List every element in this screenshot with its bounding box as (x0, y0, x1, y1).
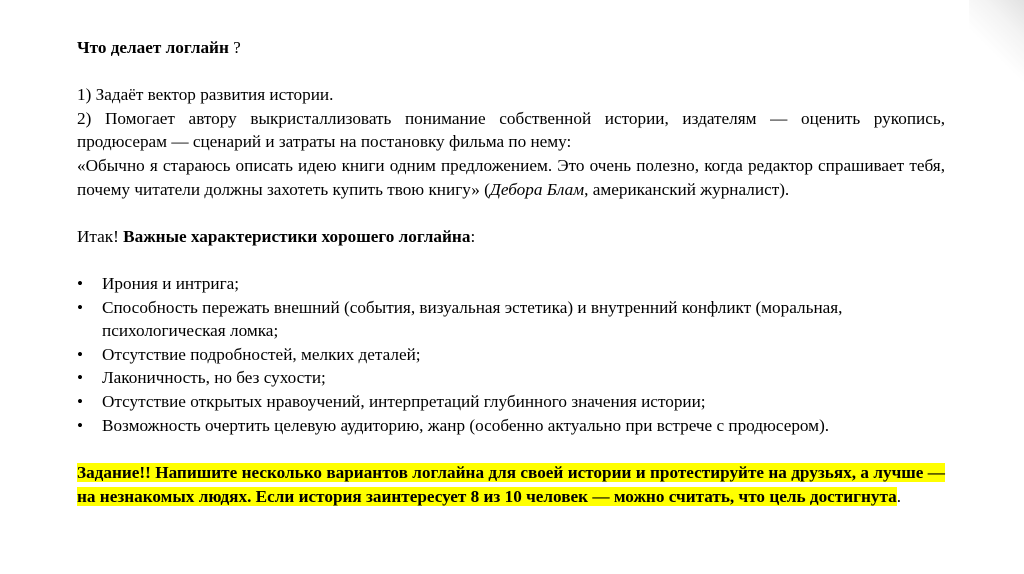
slide-heading (77, 36, 945, 60)
task-highlighted-text: Задание!! Напишите несколько вариантов логлайна для своей истории и протестируйте на друзьях, а лучше — на незнакомых людях. Если история заинтересует 8 из 10 человек — можно считать, что цель достигнута (77, 462, 945, 507)
bullet-marker: • (77, 415, 84, 435)
slide-content (77, 36, 945, 510)
list-item (77, 390, 945, 414)
quote-tail: , американский журналист). (584, 179, 790, 199)
spacer (77, 60, 945, 84)
quote-author: Дебора Блам (489, 179, 585, 199)
quote-text: «Обычно я стараюсь описать идею книги одним предложением. Это очень полезно, когда редактор спрашивает тебя, почему читатели должны захотеть купить твою книгу» ( (77, 155, 945, 199)
page-corner-shadow (969, 0, 1024, 120)
list-item (77, 366, 945, 390)
point-1: 1) Задаёт вектор развития истории. (77, 85, 334, 105)
point-2: 2) Помогает автору выкристаллизовать понимание собственной истории, издателям — оценить рукопись, продюсерам — сценарий и затраты на постановку фильма по нему: (77, 108, 945, 152)
bullet-marker: • (77, 273, 84, 293)
intro-bold: Важные характеристики хорошего логлайна (123, 226, 471, 246)
task-end: . (896, 487, 901, 507)
task-paragraph (77, 461, 945, 510)
characteristics-intro (77, 225, 945, 249)
list-item-text: Отсутствие открытых нравоучений, интерпретаций глубинного значения истории; (102, 391, 706, 411)
bullet-marker: • (77, 344, 84, 364)
spacer (77, 201, 945, 225)
heading-bold: Что делает логлайн (77, 38, 229, 57)
spacer (77, 437, 945, 461)
bullet-marker: • (77, 368, 84, 388)
spacer (77, 248, 945, 272)
list-item-text: Способность пережать внешний (события, визуальная эстетика) и внутренний конфликт (моральная, психологическая ломка; (102, 297, 843, 341)
intro-end: : (470, 226, 476, 246)
list-item (77, 296, 945, 343)
list-item (77, 343, 945, 367)
list-item-text: Ирония и интрига; (102, 273, 240, 293)
quote-paragraph (77, 154, 945, 201)
list-item (77, 414, 945, 438)
bullet-marker: • (77, 391, 84, 411)
list-item (77, 272, 945, 296)
intro-plain: Итак! (77, 226, 124, 246)
bullet-marker: • (77, 297, 84, 317)
heading-rest: ? (228, 38, 241, 57)
list-item-text: Отсутствие подробностей, мелких деталей; (102, 344, 421, 364)
characteristics-list (77, 272, 945, 437)
list-item-text: Возможность очертить целевую аудиторию, жанр (особенно актуально при встрече с продюсером). (102, 415, 830, 435)
list-item-text: Лаконичность, но без сухости; (102, 368, 326, 388)
